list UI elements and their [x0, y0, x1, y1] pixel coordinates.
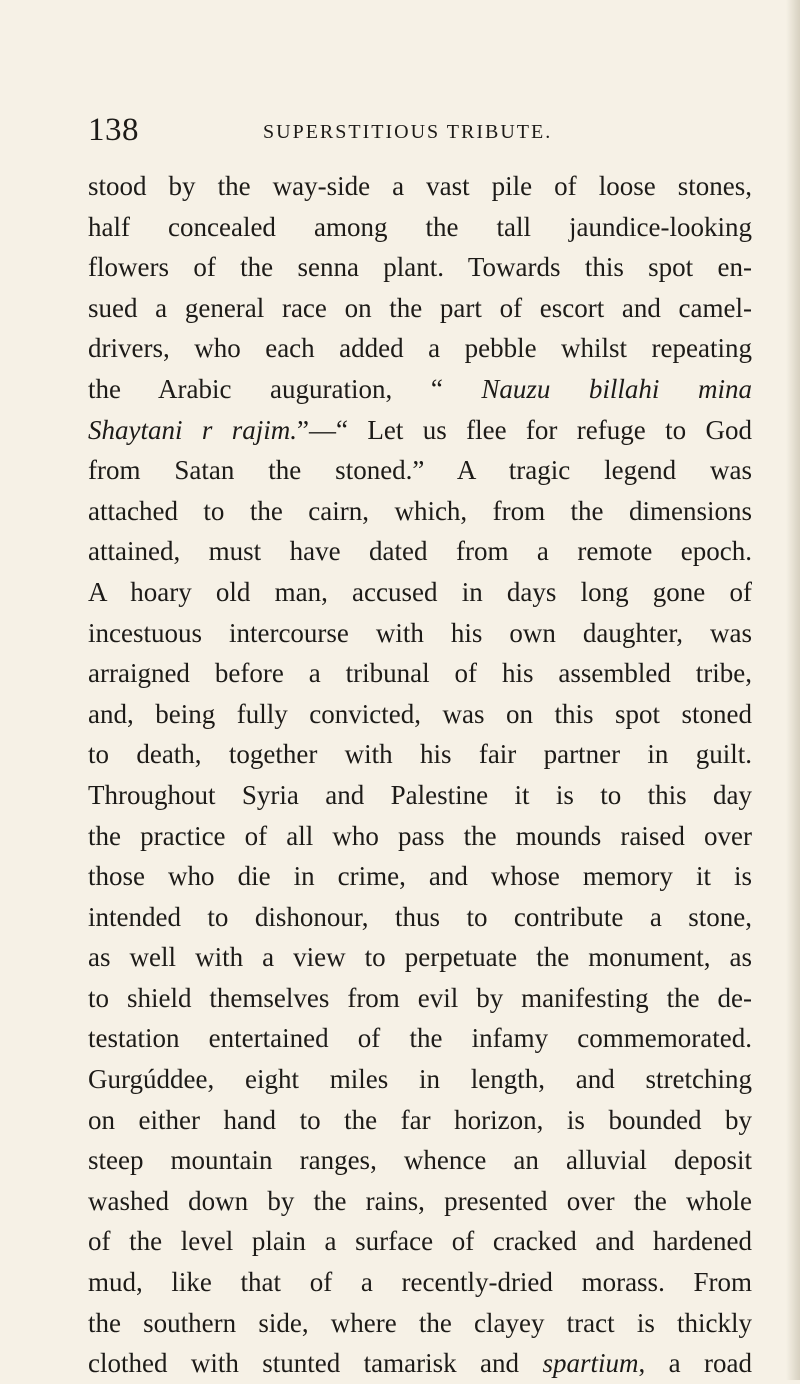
text-line: arraigned before a tribunal of his assembled tribe, — [88, 658, 752, 689]
running-head: SUPERSTITIOUS TRIBUTE. — [263, 121, 553, 143]
text-line: of the level plain a surface of cracked and hardened — [88, 1226, 752, 1257]
text-line: Throughout Syria and Palestine it is to this day — [88, 779, 752, 810]
body-text — [88, 166, 752, 1384]
text-line: Gurgúddee, eight miles in length, and stretching — [88, 1064, 752, 1095]
text-line: and, being fully convicted, was on this spot stoned — [88, 698, 752, 729]
page-number: 138 — [88, 112, 139, 148]
text-line: Shaytani r rajim.”—“ Let us flee for refuge to God — [88, 414, 752, 445]
text-line: the Arabic auguration, “ Nauzu billahi mina — [88, 373, 752, 404]
text-line: intended to dishonour, thus to contribute a stone, — [88, 901, 752, 932]
text-line: half concealed among the tall jaundice-looking — [88, 211, 752, 242]
text-line: to death, together with his fair partner in guilt. — [88, 739, 752, 770]
text-line: mud, like that of a recently-dried morass. From — [88, 1267, 752, 1298]
text-line: flowers of the senna plant. Towards this spot en- — [88, 252, 752, 283]
text-line: those who die in crime, and whose memory it is — [88, 861, 752, 892]
text-line: on either hand to the far horizon, is bounded by — [88, 1104, 752, 1135]
text-line: stood by the way-side a vast pile of loose stones, — [88, 171, 752, 201]
text-line: drivers, who each added a pebble whilst repeating — [88, 333, 752, 364]
text-line: to shield themselves from evil by manifesting the de- — [88, 982, 752, 1013]
page-edge-shadow — [786, 0, 800, 1380]
text-line: incestuous intercourse with his own daughter, was — [88, 617, 752, 648]
text-line: the southern side, where the clayey tract is thickly — [88, 1307, 752, 1338]
text-line: sued a general race on the part of escort and camel- — [88, 292, 752, 323]
text-line: testation entertained of the infamy commemorated. — [88, 1023, 752, 1054]
text-line: the practice of all who pass the mounds raised over — [88, 820, 752, 851]
text-line: attained, must have dated from a remote epoch. — [88, 536, 752, 567]
text-line: clothed with stunted tamarisk and spartium, a road — [88, 1348, 753, 1379]
text-line: steep mountain ranges, whence an alluvial deposit — [88, 1145, 752, 1176]
text-line: from Satan the stoned.” A tragic legend was — [88, 455, 752, 486]
page-header — [88, 108, 748, 152]
text-line: washed down by the rains, presented over the whole — [88, 1185, 752, 1216]
text-line: A hoary old man, accused in days long gone of — [88, 576, 752, 607]
text-line: as well with a view to perpetuate the monument, as — [88, 942, 752, 973]
text-line: attached to the cairn, which, from the dimensions — [88, 495, 752, 526]
